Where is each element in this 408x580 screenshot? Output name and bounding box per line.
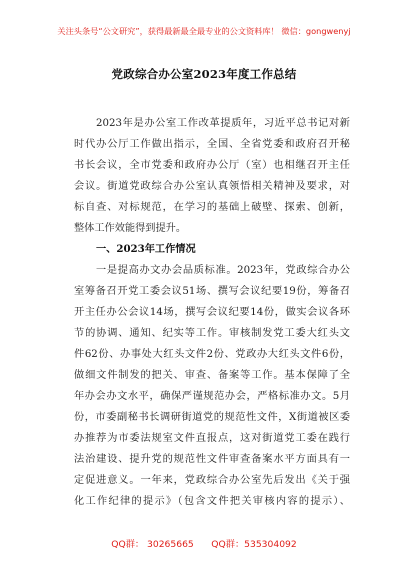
paragraph-line: 份，市委副秘书长调研街道党的规范性文件，X街道被区委 [74, 412, 350, 423]
paragraph-line: 2023年是办公室工作改革提质年，习近平总书记对新 [96, 118, 350, 129]
header-banner: 关注头条号“公文研究”，获得最新最全最专业的公文资料库！ 微信：gongwenyj [57, 26, 351, 36]
document-title: 党政综合办公室2023年度工作总结 [111, 67, 297, 81]
paragraph-line: 室筹备召开党工委会议51场、撰写会议纪要19份，筹备召 [74, 286, 350, 297]
document-body [74, 113, 350, 512]
footer-qq-groups: QQ群： 30265665 QQ群：535304092 [111, 539, 297, 550]
paragraph-line: 定促进意义。一年来，党政综合办公室先后发出《关于强 [74, 475, 350, 486]
paragraph-line: 办推荐为市委法规室文件直报点，这对街道党工委在践行 [74, 433, 350, 444]
paragraph-line: 件62份、办事处大红头文件2份、党政办大红头文件6份， [74, 349, 350, 360]
paragraph-line: 开主任办公会议14场，撰写会议纪要14份，做实会议各环 [74, 307, 350, 318]
paragraph-line: 节的协调、通知、纪实等工作。审核制发党工委大红头文 [74, 328, 350, 339]
paragraph-line: 会议。街道党政综合办公室认真领悟相关精神及要求，对 [74, 181, 350, 192]
section-heading: 一、2023年工作情况 [96, 243, 196, 255]
paragraph-line: 时代办公厅工作做出指示，全国、全省党委和政府召开秘 [74, 139, 350, 150]
paragraph-line: 年办会办文水平，确保严谨规范办会，严格标准办文。5月 [74, 391, 350, 402]
paragraph-line: 化工作纪律的提示》（包含文件把关审核内容的提示）、 [74, 496, 350, 507]
paragraph-line: 标自查、对标规范，在学习的基础上破壁、探索、创新， [74, 202, 350, 213]
paragraph-line: 法治建设、提升党的规范性文件审查备案水平方面具有一 [74, 454, 350, 465]
paragraph-line: 整体工作效能得到提升。 [74, 223, 187, 234]
paragraph-line: 一是提高办文办会品质标准。2023年，党政综合办公 [96, 265, 350, 276]
paragraph-line: 书长会议，全市党委和政府办公厅（室）也相继召开主任 [74, 160, 350, 171]
paragraph-line: 做细文件制发的把关、审查、备案等工作。基本保障了全 [74, 370, 350, 381]
